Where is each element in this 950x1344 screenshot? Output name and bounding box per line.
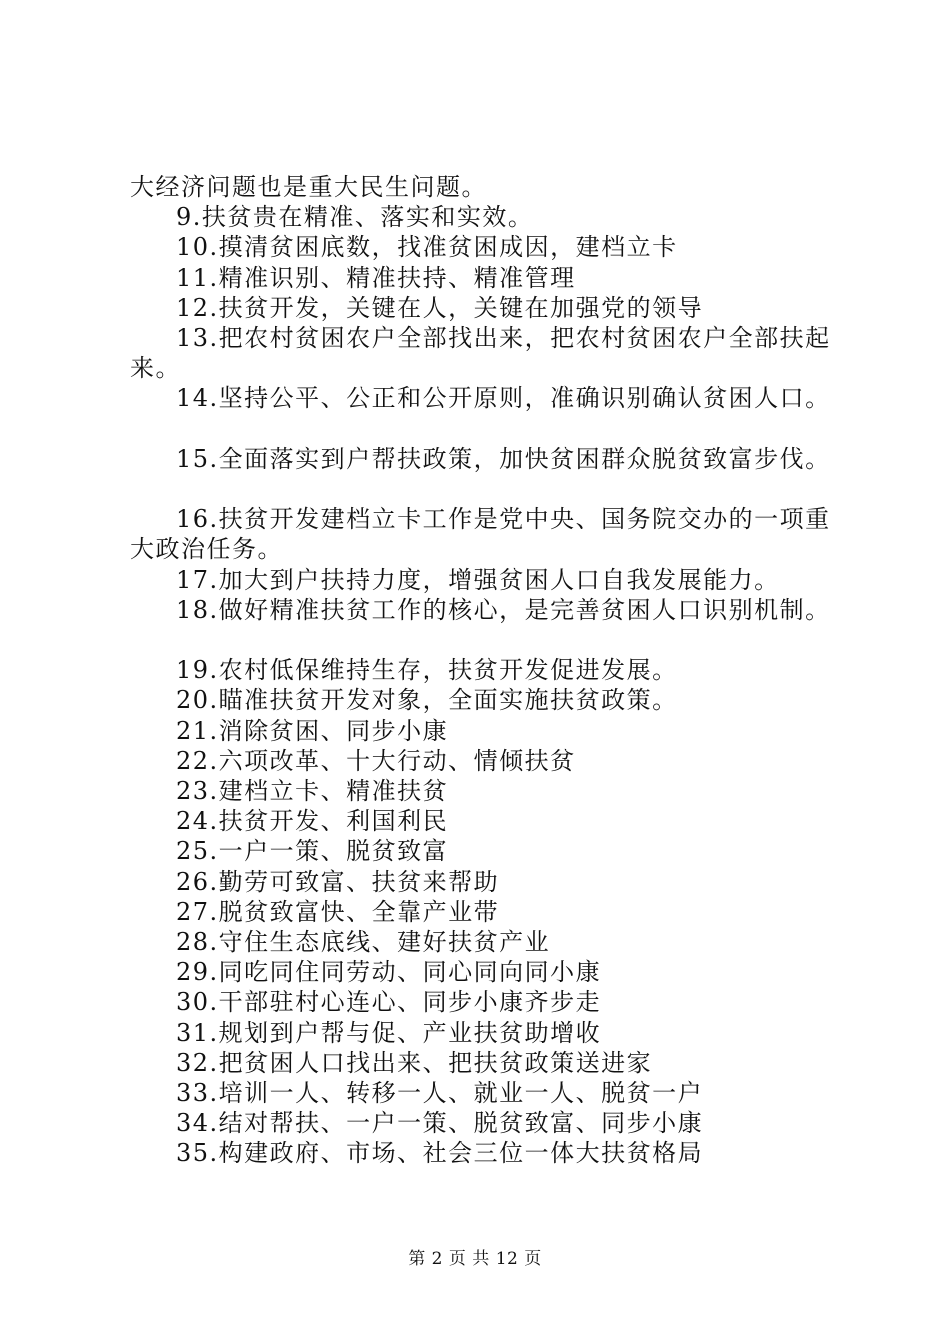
blank-line — [130, 625, 836, 655]
list-item-14: 14.坚持公平、公正和公开原则，准确识别确认贫困人口。 — [176, 384, 831, 413]
list-item-16: 16.扶贫开发建档立卡工作是党中央、国务院交办的一项重大政治任务。 — [130, 505, 831, 564]
list-item-17: 17.加大到户扶持力度，增强贫困人口自我发展能力。 — [176, 565, 780, 594]
list-item-30: 30.干部驻村心连心、同步小康齐步走 — [176, 988, 602, 1017]
list-item-10: 10.摸清贫困底数，找准贫困成因，建档立卡 — [176, 233, 678, 262]
list-item-21: 21.消除贫困、同步小康 — [176, 716, 449, 745]
list-item-15: 15.全面落实到户帮扶政策，加快贫困群众脱贫致富步伐。 — [176, 444, 831, 473]
list-item-31: 31.规划到户帮与促、产业扶贫助增收 — [176, 1018, 602, 1047]
blank-line — [130, 414, 836, 444]
list-item-26: 26.勤劳可致富、扶贫来帮助 — [176, 867, 500, 896]
blank-line — [130, 474, 836, 504]
list-item-35: 35.构建政府、市场、社会三位一体大扶贫格局 — [176, 1139, 704, 1168]
list-item-23: 23.建档立卡、精准扶贫 — [176, 777, 449, 806]
list-item-33: 33.培训一人、转移一人、就业一人、脱贫一户 — [176, 1079, 704, 1108]
list-item-24: 24.扶贫开发、利国利民 — [176, 807, 449, 836]
list-item-9: 9.扶贫贵在精准、落实和实效。 — [176, 203, 534, 232]
list-item-34: 34.结对帮扶、一户一策、脱贫致富、同步小康 — [176, 1109, 704, 1138]
list-item-25: 25.一户一策、脱贫致富 — [176, 837, 449, 866]
list-item-28: 28.守住生态底线、建好扶贫产业 — [176, 928, 551, 957]
document-body — [130, 172, 836, 1169]
page-number-footer: 第 2 页 共 12 页 — [408, 1249, 542, 1269]
list-item-22: 22.六项改革、十大行动、情倾扶贫 — [176, 746, 576, 775]
list-item-12: 12.扶贫开发，关键在人，关键在加强党的领导 — [176, 293, 704, 322]
list-item-13: 13.把农村贫困农户全部找出来，把农村贫困农户全部扶起来。 — [130, 324, 831, 383]
list-item-29: 29.同吃同住同劳动、同心同向同小康 — [176, 958, 602, 987]
list-item-18: 18.做好精准扶贫工作的核心，是完善贫困人口识别机制。 — [176, 595, 831, 624]
paragraph-continuation: 大经济问题也是重大民生问题。 — [130, 173, 487, 201]
list-item-19: 19.农村低保维持生存，扶贫开发促进发展。 — [176, 656, 678, 685]
list-item-20: 20.瞄准扶贫开发对象，全面实施扶贫政策。 — [176, 686, 678, 715]
list-item-27: 27.脱贫致富快、全靠产业带 — [176, 897, 500, 926]
list-item-32: 32.把贫困人口找出来、把扶贫政策送进家 — [176, 1048, 653, 1077]
list-item-11: 11.精准识别、精准扶持、精准管理 — [176, 263, 576, 292]
